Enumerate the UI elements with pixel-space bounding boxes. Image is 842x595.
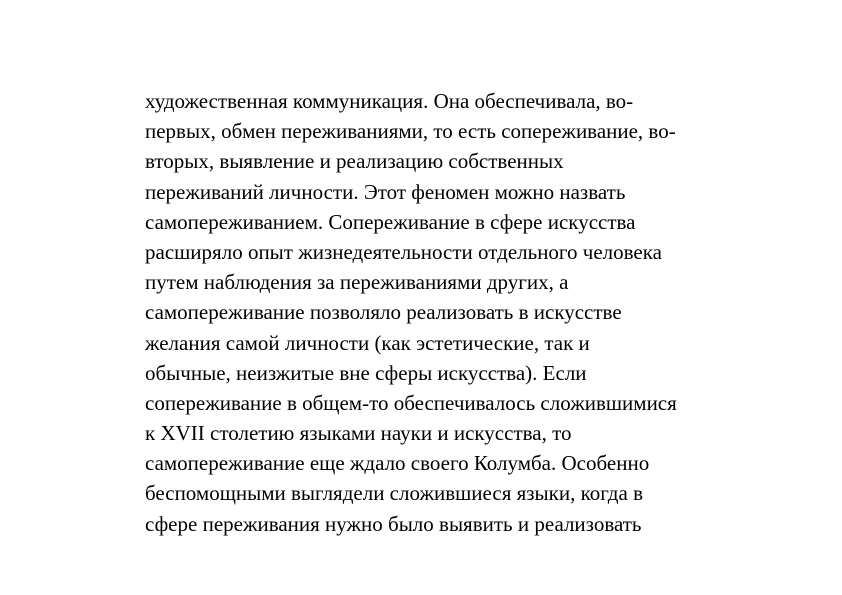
text-line: желания самой личности (как эстетические, так и xyxy=(145,330,590,355)
text-line: самопереживание еще ждало своего Колумба. Особенно xyxy=(145,451,650,476)
text-line: художественная коммуникация. Она обеспечивала, во- xyxy=(145,89,634,113)
text-line: расширяло опыт жизнедеятельности отдельного человека xyxy=(145,239,662,264)
text-line: вторых, выявление и реализацию собственных xyxy=(145,149,564,174)
text-line: беспомощными выглядели сложившиеся языки, когда в xyxy=(145,481,643,506)
text-line: самопереживание позволяло реализовать в искусстве xyxy=(145,300,622,325)
text-line: сфере переживания нужно было выявить и реализовать xyxy=(145,511,642,536)
text-line: переживаний личности. Этот феномен можно назвать xyxy=(145,179,626,204)
text-line: первых, обмен переживаниями, то есть сопереживание, во- xyxy=(145,119,676,144)
text-line: к XVII столетию языками науки и искусства, то xyxy=(145,421,572,446)
text-line: сопереживание в общем-то обеспечивалось сложившимися xyxy=(145,390,677,415)
body-text xyxy=(145,86,705,539)
text-line: самопереживанием. Сопереживание в сфере искусства xyxy=(145,209,636,234)
text-line: обычные, неизжитые вне сферы искусства). Если xyxy=(145,360,587,385)
text-line: путем наблюдения за переживаниями других, а xyxy=(145,270,569,295)
